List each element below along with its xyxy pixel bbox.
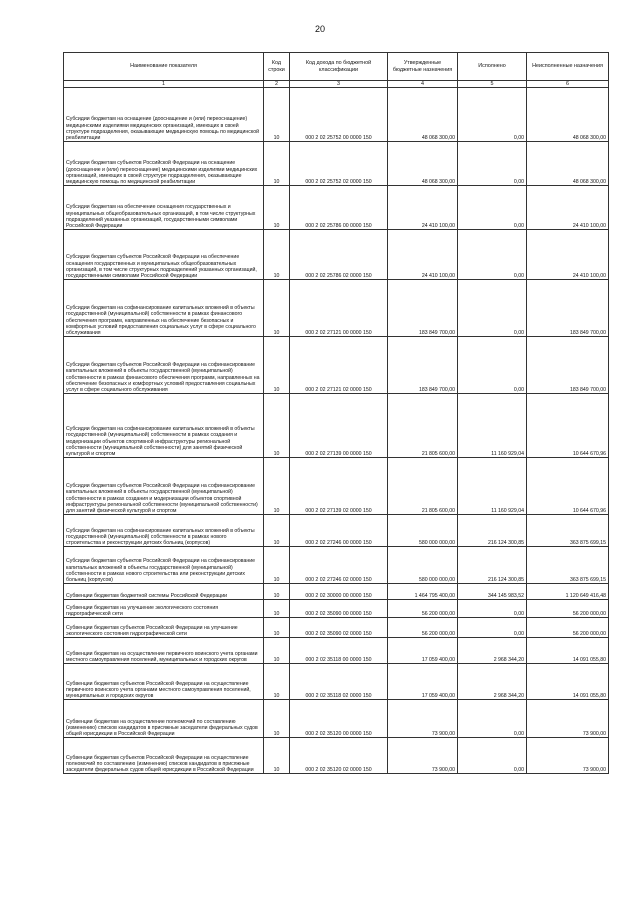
header-executed: Исполнено: [458, 53, 527, 81]
row-code: 10: [264, 394, 290, 458]
row-executed: 0,00: [458, 280, 527, 337]
table-row: [64, 515, 609, 547]
row-name: Субсидии бюджетам субъектов Российской Федерации на обеспечение оснащения государственных и муниципальных общеобразовательных организаций, в том числе структурных подразделений указанных организаций, государственными символами Российской Федерации: [64, 230, 264, 280]
row-code: 10: [264, 700, 290, 738]
row-unexecuted: 10 644 670,96: [527, 458, 609, 515]
row-classification: 000 2 02 27246 02 0000 150: [290, 547, 388, 584]
table-row: [64, 394, 609, 458]
table-row: [64, 700, 609, 738]
row-approved: 73 900,00: [388, 700, 458, 738]
row-classification: 000 2 02 30000 00 0000 150: [290, 584, 388, 600]
row-classification: 000 2 02 25786 00 0000 150: [290, 186, 388, 230]
row-classification: 000 2 02 35120 02 0000 150: [290, 738, 388, 774]
column-number: 1: [64, 81, 264, 88]
row-classification: 000 2 02 25752 02 0000 150: [290, 142, 388, 186]
row-classification: 000 2 02 27121 02 0000 150: [290, 337, 388, 394]
row-unexecuted: 24 410 100,00: [527, 230, 609, 280]
table-row: [64, 458, 609, 515]
row-code: 10: [264, 515, 290, 547]
table-row: [64, 337, 609, 394]
row-approved: 56 200 000,00: [388, 618, 458, 638]
row-code: 10: [264, 600, 290, 618]
row-code: 10: [264, 547, 290, 584]
row-classification: 000 2 02 35120 00 0000 150: [290, 700, 388, 738]
row-code: 10: [264, 664, 290, 700]
row-approved: 183 849 700,00: [388, 337, 458, 394]
row-name: Субвенции бюджетам субъектов Российской Федерации на осуществление полномочий по составлению (изменению) списков кандидатов в присяжные заседатели федеральных судов общей юрисдикции в Российской Федерации: [64, 738, 264, 774]
table-row: [64, 88, 609, 142]
row-approved: 580 000 000,00: [388, 515, 458, 547]
row-classification: 000 2 02 25752 00 0000 150: [290, 88, 388, 142]
row-unexecuted: 1 120 649 416,48: [527, 584, 609, 600]
row-classification: 000 2 02 27139 00 0000 150: [290, 394, 388, 458]
row-name: Субсидии бюджетам на обеспечение оснащения государственных и муниципальных общеобразовательных организаций, в том числе структурных подразделений указанных организаций, государственными символами Российской Федерации: [64, 186, 264, 230]
table-body: [64, 88, 609, 774]
row-unexecuted: 73 900,00: [527, 738, 609, 774]
row-unexecuted: 56 200 000,00: [527, 600, 609, 618]
row-code: 10: [264, 337, 290, 394]
column-number: 5: [458, 81, 527, 88]
row-classification: 000 2 02 35118 00 0000 150: [290, 638, 388, 664]
row-executed: 0,00: [458, 230, 527, 280]
row-classification: 000 2 02 35090 02 0000 150: [290, 618, 388, 638]
row-approved: 21 805 600,00: [388, 394, 458, 458]
row-classification: 000 2 02 35118 02 0000 150: [290, 664, 388, 700]
row-unexecuted: 56 200 000,00: [527, 618, 609, 638]
row-code: 10: [264, 88, 290, 142]
row-name: Субсидии бюджетам субъектов Российской Федерации на софинансирование капитальных вложений в объекты государственной (муниципальной) собственности в рамках финансового обеспечения программ, направленных на обеспечение безопасных и комфортных условий предоставления социальных услуг в сфере социального обслуживания: [64, 337, 264, 394]
table-row: [64, 230, 609, 280]
row-approved: 1 464 795 400,00: [388, 584, 458, 600]
row-code: 10: [264, 738, 290, 774]
table-row: [64, 142, 609, 186]
row-executed: 216 124 300,85: [458, 547, 527, 584]
row-approved: 56 200 000,00: [388, 600, 458, 618]
table-row: [64, 547, 609, 584]
header-unexecuted: Неисполненные назначения: [527, 53, 609, 81]
row-name: Субвенции бюджетам на осуществление первичного воинского учета органами местного самоуправления поселений, муниципальных и городских округов: [64, 638, 264, 664]
row-executed: 2 968 344,20: [458, 638, 527, 664]
row-executed: 0,00: [458, 600, 527, 618]
row-code: 10: [264, 458, 290, 515]
header-row: [64, 53, 609, 81]
row-executed: 0,00: [458, 337, 527, 394]
column-number: 2: [264, 81, 290, 88]
column-number-row: [64, 81, 609, 88]
row-classification: 000 2 02 27246 00 0000 150: [290, 515, 388, 547]
row-unexecuted: 183 849 700,00: [527, 280, 609, 337]
column-number: 3: [290, 81, 388, 88]
row-classification: 000 2 02 25786 02 0000 150: [290, 230, 388, 280]
row-name: Субсидии бюджетам субъектов Российской Федерации на софинансирование капитальных вложений в объекты государственной (муниципальной) собственности в рамках нового строительства или реконструкции детских больниц (корпусов): [64, 547, 264, 584]
row-unexecuted: 14 091 055,80: [527, 638, 609, 664]
row-code: 10: [264, 280, 290, 337]
header-code: Код строки: [264, 53, 290, 81]
row-approved: 580 000 000,00: [388, 547, 458, 584]
row-approved: 48 068 300,00: [388, 142, 458, 186]
header-classification: Код дохода по бюджетной классификации: [290, 53, 388, 81]
row-name: Субсидии бюджетам субъектов Российской Федерации на оснащение (дооснащение и (или) переоснащение) медицинскими изделиями медицинских организаций, имеющих в своей структуре подразделения, оказывающие медицинскую помощь по медицинской реабилитации: [64, 142, 264, 186]
row-unexecuted: 183 849 700,00: [527, 337, 609, 394]
table-row: [64, 584, 609, 600]
row-name: Субвенции бюджетам на осуществление полномочий по составлению (изменению) списков кандидатов в присяжные заседатели федеральных судов общей юрисдикции в Российской Федерации: [64, 700, 264, 738]
table-header: [64, 53, 609, 88]
row-code: 10: [264, 230, 290, 280]
row-name: Субвенции бюджетам бюджетной системы Российской Федерации: [64, 584, 264, 600]
row-name: Субвенции бюджетам субъектов Российской Федерации на улучшение экологического состояния гидрографической сети: [64, 618, 264, 638]
table-row: [64, 638, 609, 664]
row-executed: 2 968 344,20: [458, 664, 527, 700]
column-number: 4: [388, 81, 458, 88]
row-approved: 21 805 600,00: [388, 458, 458, 515]
row-name: Субсидии бюджетам на оснащение (дооснащение и (или) переоснащение) медицинскими изделиями медицинских организаций, имеющих в своей структуре подразделения, оказывающие медицинскую помощь по медицинской реабилитации: [64, 88, 264, 142]
row-executed: 0,00: [458, 700, 527, 738]
row-unexecuted: 48 068 300,00: [527, 88, 609, 142]
row-executed: 344 145 983,52: [458, 584, 527, 600]
row-name: Субвенции бюджетам субъектов Российской Федерации на осуществление первичного воинского учета органами местного самоуправления поселений, муниципальных и городских округов: [64, 664, 264, 700]
row-unexecuted: 73 900,00: [527, 700, 609, 738]
row-approved: 17 059 400,00: [388, 638, 458, 664]
row-code: 10: [264, 638, 290, 664]
table-row: [64, 600, 609, 618]
row-executed: 0,00: [458, 88, 527, 142]
header-approved: Утвержденные бюджетные назначения: [388, 53, 458, 81]
table-row: [64, 618, 609, 638]
row-executed: 11 160 929,04: [458, 394, 527, 458]
row-executed: 216 124 300,85: [458, 515, 527, 547]
header-name: Наименование показателя: [64, 53, 264, 81]
row-executed: 0,00: [458, 738, 527, 774]
row-classification: 000 2 02 35090 00 0000 150: [290, 600, 388, 618]
row-unexecuted: 48 068 300,00: [527, 142, 609, 186]
row-code: 10: [264, 142, 290, 186]
row-approved: 17 059 400,00: [388, 664, 458, 700]
row-executed: 0,00: [458, 142, 527, 186]
table-row: [64, 186, 609, 230]
column-number: 6: [527, 81, 609, 88]
row-code: 10: [264, 584, 290, 600]
row-classification: 000 2 02 27139 02 0000 150: [290, 458, 388, 515]
row-unexecuted: 14 091 055,80: [527, 664, 609, 700]
row-name: Субсидии бюджетам на софинансирование капитальных вложений в объекты государственной (муниципальной) собственности в рамках финансового обеспечения программ, направленных на обеспечение безопасных и комфортных условий предоставления социальных услуг в сфере социального обслуживания: [64, 280, 264, 337]
row-approved: 73 900,00: [388, 738, 458, 774]
row-name: Субвенции бюджетам на улучшение экологического состояния гидрографической сети: [64, 600, 264, 618]
row-approved: 24 410 100,00: [388, 230, 458, 280]
row-code: 10: [264, 618, 290, 638]
row-name: Субсидии бюджетам субъектов Российской Федерации на софинансирование капитальных вложений в объекты государственной (муниципальной) собственности в рамках создания и модернизации объектов спортивной инфраструктуры региональной собственности (муниципальной собственности) для занятий физической культурой и спортом: [64, 458, 264, 515]
row-executed: 0,00: [458, 618, 527, 638]
table-row: [64, 280, 609, 337]
table-row: [64, 738, 609, 774]
table-row: [64, 664, 609, 700]
row-name: Субсидии бюджетам на софинансирование капитальных вложений в объекты государственной (муниципальной) собственности в рамках создания и модернизации объектов спортивной инфраструктуры региональной собственности (муниципальной собственности) для занятий физической культурой и спортом: [64, 394, 264, 458]
row-unexecuted: 363 875 699,15: [527, 515, 609, 547]
row-code: 10: [264, 186, 290, 230]
row-approved: 183 849 700,00: [388, 280, 458, 337]
row-name: Субсидии бюджетам на софинансирование капитальных вложений в объекты государственной (муниципальной) собственности в рамках нового строительства и реконструкции детских больниц (корпусов): [64, 515, 264, 547]
row-approved: 24 410 100,00: [388, 186, 458, 230]
row-unexecuted: 363 875 699,15: [527, 547, 609, 584]
page-number: 20: [314, 24, 325, 34]
row-approved: 48 068 300,00: [388, 88, 458, 142]
row-executed: 11 160 929,04: [458, 458, 527, 515]
row-executed: 0,00: [458, 186, 527, 230]
row-unexecuted: 10 644 670,96: [527, 394, 609, 458]
report-table: [63, 52, 609, 774]
row-classification: 000 2 02 27121 00 0000 150: [290, 280, 388, 337]
row-unexecuted: 24 410 100,00: [527, 186, 609, 230]
